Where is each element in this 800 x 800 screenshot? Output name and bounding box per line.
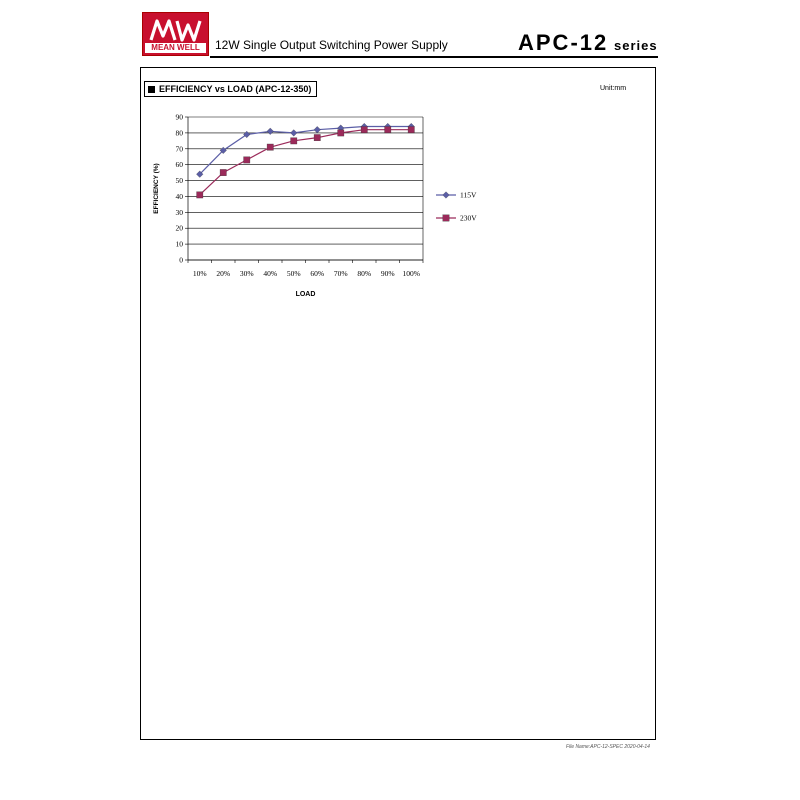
x-tick-label: 40%: [263, 269, 278, 278]
y-tick-label: 50: [175, 176, 183, 186]
header-subtitle: 12W Single Output Switching Power Supply: [215, 38, 448, 52]
point-115V: [443, 192, 450, 199]
point-230V: [385, 127, 391, 133]
x-tick-label: 90%: [380, 269, 395, 278]
point-230V: [291, 138, 297, 144]
point-115V: [267, 128, 274, 135]
point-115V: [243, 131, 250, 138]
series-label: series: [614, 38, 658, 53]
point-230V: [220, 169, 226, 175]
y-tick-label: 0: [179, 255, 183, 265]
x-tick-label: 20%: [216, 269, 231, 278]
y-tick-label: 60: [175, 160, 183, 170]
series-line-115V: [200, 127, 412, 175]
y-tick-label: 90: [175, 112, 183, 122]
x-tick-label: 70%: [333, 269, 348, 278]
y-tick-label: 40: [175, 191, 183, 201]
y-tick-label: 30: [175, 207, 183, 217]
y-axis-label: EFFICIENCY (%): [153, 163, 160, 214]
x-tick-label: 100%: [402, 269, 420, 278]
point-115V: [314, 126, 321, 133]
section-title-text: EFFICIENCY vs LOAD (APC-12-350): [159, 84, 312, 94]
y-tick-label: 10: [175, 239, 183, 249]
x-tick-label: 50%: [286, 269, 301, 278]
series-line-230V: [200, 130, 412, 195]
point-115V: [290, 130, 297, 137]
x-tick-label: 10%: [192, 269, 207, 278]
point-230V: [443, 215, 449, 221]
logo-text: MEAN WELL: [145, 43, 206, 53]
x-tick-label: 80%: [357, 269, 372, 278]
point-230V: [197, 192, 203, 198]
point-230V: [408, 127, 414, 133]
y-tick-label: 80: [175, 128, 183, 138]
legend-label-230V: 230V: [460, 213, 477, 223]
point-230V: [267, 144, 273, 150]
x-tick-label: 60%: [310, 269, 325, 278]
point-230V: [338, 130, 344, 136]
y-tick-label: 20: [175, 223, 183, 233]
footer-file-name: File Name:APC-12-SPEC 2020-04-14: [566, 744, 650, 750]
point-230V: [361, 127, 367, 133]
x-axis-label: LOAD: [295, 291, 316, 298]
x-tick-label: 30%: [239, 269, 254, 278]
point-230V: [314, 134, 320, 140]
model-name: APC-12: [518, 30, 609, 55]
unit-label: Unit:mm: [600, 85, 627, 92]
legend-label-115V: 115V: [460, 190, 477, 200]
y-tick-label: 70: [175, 144, 183, 154]
point-230V: [244, 157, 250, 163]
